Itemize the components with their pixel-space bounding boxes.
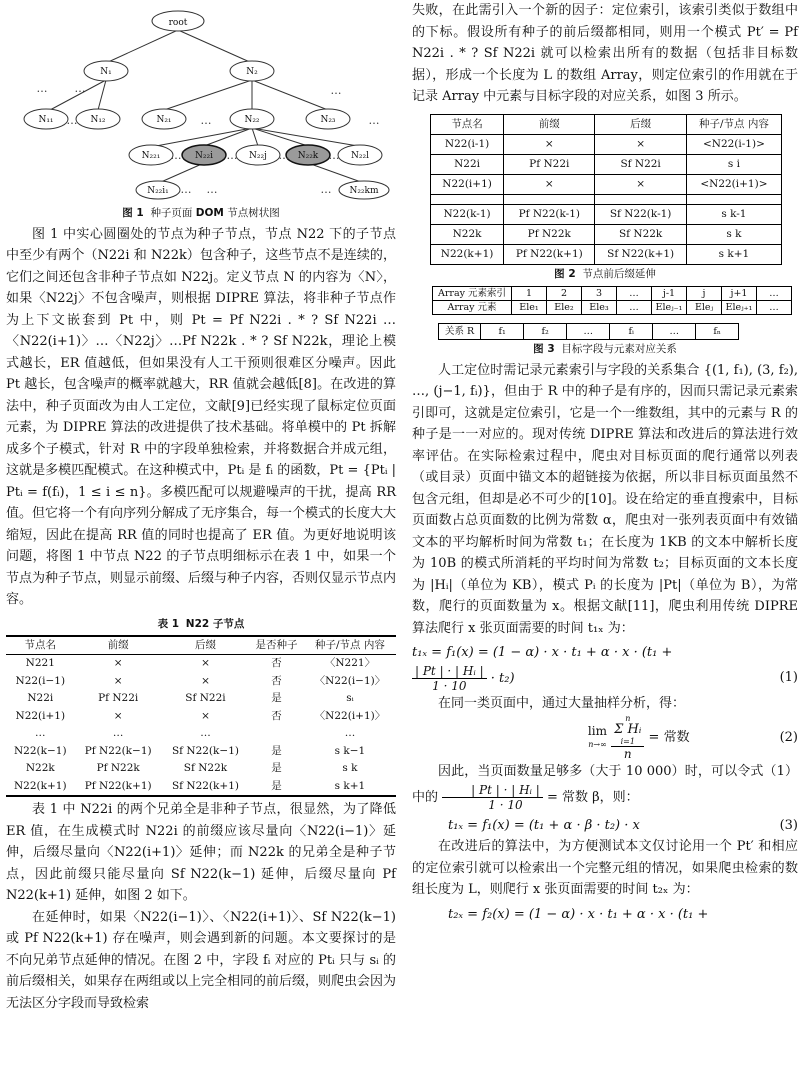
table-1-cell: 是 <box>271 762 282 774</box>
table-1-cell <box>249 725 304 743</box>
equation-2-sum: Σ Hᵢ <box>614 722 642 737</box>
array-value-cell: Eleⱼ₊₁ <box>722 300 757 314</box>
table-1-title: N22 子节点 <box>185 617 245 630</box>
figure-2-cell: N22(i-1) <box>431 134 504 154</box>
figure-3-number: 图 3 <box>533 342 555 355</box>
array-index-cell: 1 <box>512 286 547 300</box>
array-index-cell: … <box>757 286 792 300</box>
table-1-cell: sᵢ <box>346 692 354 704</box>
equation-1-number: (1) <box>779 670 798 686</box>
table-1-cell: … <box>344 727 356 739</box>
equation-2-sum-top: n <box>625 714 631 723</box>
relation-cell: fᵢ <box>610 323 653 339</box>
table-1-row <box>6 778 396 797</box>
array-value-cell: … <box>617 300 652 314</box>
figure-3 <box>432 286 798 340</box>
node-n12-label: N₁₂ <box>90 115 106 125</box>
svg-text:…: … <box>226 149 238 162</box>
relation-label: 关系 R <box>439 323 481 339</box>
table-1-cell: s k+1 <box>304 778 396 797</box>
array-index-cell: j+1 <box>722 286 757 300</box>
equation-2 <box>412 714 798 761</box>
figure-2-cell: Sf N22(k+1) <box>595 244 686 264</box>
table-1-cell: 是 <box>271 692 282 704</box>
node-n22i-label: N₂₂i <box>195 151 213 161</box>
figure-2-number: 图 2 <box>554 267 576 280</box>
figure-2-row <box>431 204 782 224</box>
svg-text:…: … <box>66 114 78 127</box>
right-paragraph-5: 在改进后的算法中，为方便测试本文仅讨论用一个 Pt′ 和相应的定位索引就可以检索出一个完整元组的情况，如果爬虫检索的数组长度为 L，则爬行 x 张页面需要的时间 t₂ₓ 为： <box>412 839 798 897</box>
figure-2-cell <box>595 194 686 204</box>
equation-1-denominator: 1 · 10 <box>432 678 467 693</box>
table-1-cell: Sf N22(k+1) <box>162 778 249 797</box>
figure-2-cell: × <box>595 174 686 194</box>
equation-3-number: (3) <box>779 817 798 833</box>
svg-text:…: … <box>330 84 342 97</box>
figure-2-row <box>431 194 782 204</box>
figure-2-cell: Pf N22i <box>504 154 595 174</box>
table-1-cell: s k <box>342 762 358 774</box>
equation-2-sum-bottom: i=1 <box>620 737 635 746</box>
array-index-cell: j <box>687 286 722 300</box>
equation-1 <box>412 642 798 664</box>
right-paragraph-4 <box>412 761 798 812</box>
equation-1-tail: · t₂) <box>490 670 515 686</box>
table-1-cell: Pf N22(k+1) <box>75 778 162 797</box>
figure-2-header: 节点名 <box>431 114 504 134</box>
figure-2-cell: N22(k-1) <box>431 204 504 224</box>
array-index-cell: 2 <box>547 286 582 300</box>
table-1-header: 是否种子 <box>249 636 304 655</box>
array-index-cell: j-1 <box>652 286 687 300</box>
figure-2-cell: s k+1 <box>686 244 781 264</box>
equation-2-lim: lim <box>587 723 607 738</box>
left-column <box>6 0 396 1014</box>
figure-2-row <box>431 174 782 194</box>
figure-2-cell: Sf N22i <box>595 154 686 174</box>
table-1-cell: s k−1 <box>334 744 366 757</box>
array-index-label: Array 元素索引 <box>433 286 512 300</box>
table-1-cell: 〈N22(i−1)〉 <box>314 674 386 687</box>
equation-1-line2 <box>412 664 798 693</box>
svg-text:…: … <box>368 114 380 127</box>
inline-fraction-denominator: 1 · 10 <box>488 797 523 812</box>
table-1-cell: 是 <box>271 744 282 757</box>
figure-2-cell: N22k <box>431 224 504 244</box>
relation-cell: fₙ <box>696 323 739 339</box>
figure-2-cell: Sf N22(k-1) <box>595 204 686 224</box>
relation-cell: f₂ <box>524 323 567 339</box>
relation-cell: … <box>653 323 696 339</box>
figure-2-row <box>431 224 782 244</box>
svg-text:…: … <box>320 183 332 196</box>
array-value-cell: Ele₁ <box>512 300 547 314</box>
figure-2-cell: N22(k+1) <box>431 244 504 264</box>
svg-text:…: … <box>180 183 192 196</box>
figure-2-cell: N22(i+1) <box>431 174 504 194</box>
relation-table <box>438 323 739 340</box>
table-1-cell: 否 <box>271 674 282 687</box>
dom-tree-figure <box>6 0 396 200</box>
figure-3-title: 目标字段与元素对应关系 <box>561 342 677 355</box>
equation-2-fraction <box>611 714 644 761</box>
equation-1-body: t₁ₓ = f₁(x) = (1 − α) · x · t₁ + α · x · (t₁ + <box>412 645 673 660</box>
figure-2-cell: <N22(i+1)> <box>686 174 781 194</box>
left-paragraph-2: 表 1 中 N22i 的两个兄弟全是非种子节点，很显然，为了降低 ER 值，在生成模式时 N22i 的前缀应该尽量向〈N22(i−1)〉延伸，后缀尽量向〈N22(i+1)〉延伸；而 N22k 的兄弟全是种子节点，因此前缀只能尽量向 Sf N22(k−1) 延伸，后缀尽量向 Pf N22(k+1) 延伸，如图 2 如下。 <box>6 802 396 903</box>
array-index-cell: … <box>617 286 652 300</box>
left-paragraph-1: 图 1 中实心圆圈处的节点为种子节点，节点 N22 下的子节点中至少有两个（N22i 和 N22k）包含种子，这些节点不是连续的，它们之间还包含非种子节点如 N22j。定义节点 N 的内容为〈N〉，如果〈N22j〉不包含噪声，则根据 DIPRE 算法，将非种子节点作为上下文嵌套到 Pt 中，则 Pt = Pf N22i . * ? Sf N22i …〈N22(i+1)〉…〈N22j〉…Pf N22k . * ? Sf N22k，理论上模式越长，ER 值越低，但如果没有人工干预则很难区分噪声。因此 Pt 越长，包含噪声的概率就越大，RR 值就会越低[8]。在改进的算法中，种子页面改为由人工定位，文献[9]已经实现了鼠标定位页面元素，为 DIPRE 算法的改进提供了技术基础。将单模中的 Pt 拆解成多个子模式，针对 R 中的字段单独检索，并将数据合并成元组，这就是多模匹配模式。在这种模式中，Ptᵢ 是 fᵢ 的函数，Pt = {Ptᵢ | Ptᵢ = f(fᵢ)，1 ≤ i ≤ n}。多模匹配可以规避噪声的干扰，提高 RR 值。但它将一个有向序列分解成了无序集合，每一个模式的长度大大缩短，因此在提高 RR 值的同时也提高了 ER 值。为更好地说明该问题，将图 1 中节点 N22 的子节点明细标示在表 1 中，如果一个节点为种子节点，则显示前缀、后缀与种子内容，否则仅显示节点内容。 <box>6 226 397 607</box>
figure-1-caption <box>6 206 396 221</box>
table-1-cell: 是 <box>249 778 304 797</box>
svg-text:…: … <box>206 183 218 196</box>
array-value-cell: … <box>757 300 792 314</box>
figure-2-row <box>431 134 782 154</box>
equation-3 <box>412 815 798 837</box>
table-1-row <box>6 673 396 691</box>
node-n23-label: N₂₃ <box>320 115 336 125</box>
equation-2-denominator: n <box>623 747 632 761</box>
figure-1-title: 种子页面 <box>150 206 193 219</box>
table-1-cell: Sf N22k <box>183 762 228 774</box>
table-1-row <box>6 690 396 708</box>
table-1-header: 种子/节点 内容 <box>304 636 396 655</box>
figure-2-cell: Pf N22(k+1) <box>504 244 595 264</box>
equation-4 <box>412 904 798 926</box>
equation-2-rhs: = 常数 <box>648 729 690 745</box>
right-paragraph-4-tail: = 常数 β，则： <box>546 789 639 805</box>
relation-cell: f₁ <box>481 323 524 339</box>
equation-2-lim-sub: n→∞ <box>588 739 607 749</box>
figure-2-cell: × <box>504 134 595 154</box>
table-1-cell: 否 <box>271 657 282 669</box>
node-n22l-label: N₂₂l <box>351 151 369 161</box>
table-1 <box>6 635 396 798</box>
figure-2-row <box>431 244 782 264</box>
table-1-header: 节点名 <box>6 636 75 655</box>
figure-2-caption <box>412 267 798 282</box>
right-paragraph-1: 失败，在此需引入一个新的因子：定位索引，该索引类似于数组中的下标。假设所有种子的前后缀都相同，则用一个模式 Pt′ = Pf N22i . * ? Sf N22i 就可以检索出所有的数据（包括非目标数据），形成一个长度为 L 的数组 Array，则定位索引的作用就在于记录 Array 中元素与目标字段的对应关系，如图 3 所示。 <box>412 3 798 104</box>
figure-2-row <box>431 154 782 174</box>
table-1-cell: Pf N22i <box>98 692 139 704</box>
node-root-label: root <box>168 18 188 28</box>
figure-1-number: 图 1 <box>122 206 144 219</box>
node-n22k-label: N₂₂k <box>297 151 319 161</box>
figure-1-dom: DOM <box>195 206 224 219</box>
figure-2-cell: <N22(i-1)> <box>686 134 781 154</box>
array-index-cell: 3 <box>582 286 617 300</box>
figure-2-header: 后缀 <box>595 114 686 134</box>
table-1-cell: N22k <box>25 762 55 774</box>
table-1-cell: × <box>201 709 210 722</box>
table-1-row <box>6 708 396 726</box>
node-n22i1-label: N₂₂i₁ <box>147 186 169 196</box>
left-paragraph-3: 在延伸时，如果〈N22(i−1)〉、〈N22(i+1)〉、Sf N22(k−1) 或 Pf N22(k+1) 存在噪声，则会遇到新的问题。本文要探讨的是不向兄弟节点延伸的情况。在图 2 中，字段 fᵢ 对应的 Ptᵢ 只与 sᵢ 的前后缀相关，如果存在两组或以上完全相同的前后缀，则爬虫会因为无法区分字段而导致检索 <box>6 909 397 1011</box>
svg-text:…: … <box>278 149 290 162</box>
figure-2-title: 节点前后缀延伸 <box>582 267 656 280</box>
svg-text:…: … <box>200 114 212 127</box>
array-value-cell: Eleⱼ <box>687 300 722 314</box>
table-1-cell: N22i <box>27 692 54 704</box>
table-1-cell: N22(k+1) <box>6 778 75 797</box>
figure-2-header: 种子/节点 内容 <box>686 114 781 134</box>
table-1-cell: 〈N221〉 <box>324 657 376 669</box>
figure-2-cell: s k-1 <box>686 204 781 224</box>
table-1-row <box>6 760 396 778</box>
table-1-header: 前缀 <box>75 636 162 655</box>
figure-2-cell <box>504 194 595 204</box>
array-table <box>432 286 792 315</box>
table-1-cell: N221 <box>25 657 55 669</box>
inline-fraction <box>442 783 543 812</box>
table-1-row <box>6 743 396 761</box>
equation-2-number: (2) <box>779 729 798 745</box>
array-value-label: Array 元素 <box>433 300 512 314</box>
table-1-cell: Sf N22i <box>185 692 226 704</box>
right-paragraph-3: 在同一类页面中，通过大量抽样分析，得： <box>438 695 686 711</box>
svg-text:…: … <box>74 82 86 95</box>
figure-2-cell: s i <box>686 154 781 174</box>
table-1-cell: 否 <box>271 709 282 722</box>
relation-cell: … <box>567 323 610 339</box>
table-1-cell: N22(i−1) <box>15 674 66 687</box>
table-1-cell: × <box>201 674 210 687</box>
equation-1-fraction <box>412 664 487 693</box>
node-n22km-label: N₂₂km <box>349 186 379 196</box>
table-1-cell: Sf N22(k−1) <box>171 744 239 757</box>
table-1-cell: … <box>112 727 124 739</box>
figure-2-cell: Pf N22k <box>504 224 595 244</box>
node-n21-label: N₂₁ <box>156 115 172 125</box>
equation-1-numerator: | Pt | · | Hᵢ | <box>412 664 487 679</box>
figure-2-cell: Sf N22k <box>595 224 686 244</box>
table-1-cell: N22(i+1) <box>15 709 66 722</box>
table-1-cell: … <box>200 727 211 739</box>
node-n1-label: N₁ <box>100 67 112 77</box>
equation-3-body: t₁ₓ = f₁(x) = (t₁ + α · β · t₂) · x <box>448 817 640 833</box>
inline-fraction-numerator: | Pt | · | Hᵢ | <box>442 783 543 798</box>
table-1-number: 表 1 <box>157 617 180 630</box>
node-n2-label: N₂ <box>246 67 258 77</box>
figure-2-cell <box>431 194 504 204</box>
array-value-cell: Ele₂ <box>547 300 582 314</box>
node-n22-label: N₂₂ <box>244 115 260 125</box>
svg-text:…: … <box>36 82 48 95</box>
figure-2-header: 前缀 <box>504 114 595 134</box>
svg-text:…: … <box>328 149 340 162</box>
table-1-row <box>6 655 396 673</box>
table-1-cell: Pf N22k <box>96 762 140 774</box>
right-paragraph-4-text: 因此，当页面数量足够多（大于 10 000）时，可以令式（1）中的 <box>412 764 798 805</box>
svg-text:…: … <box>170 149 182 162</box>
table-1-cell: × <box>113 657 123 669</box>
figure-2-cell: Pf N22(k-1) <box>504 204 595 224</box>
figure-1-title-tail: 节点树状图 <box>227 206 280 219</box>
array-value-cell: Ele₃ <box>582 300 617 314</box>
table-1-cell: Pf N22(k−1) <box>84 744 152 757</box>
right-paragraph-2: 人工定位时需记录元素索引与字段的关系集合 {(1, f₁), (3, f₂), …, (j−1, fᵢ)}，但由于 R 中的种子是有序的，因而只需记录元素索引即可，这就是定位索引，它是一个一维数组，其中的元素与 R 的种子是一一对应的。现对传统 DIPRE 算法和改进后的算法进行效率评估。在实际检索过程中，爬虫对目标页面的爬行通常以列表（或目录）页面中锚文本的超链接为依据，所以非目标页面虽然不包含元组，但却是必不可少的[10]。设在给定的垂直搜索中，目标页面数占总页面数的比例为常数 α，爬虫对一张列表页面中有效锚文本的平均解析时间为常数 t₁；在长度为 1KB 的文本中解析长度为 10B 的模式所消耗的平均时间为常数 t₂；目标页面的文本长度为 |Hᵢ|（单位为 KB），模式 Pᵢ 的长度为 |Pt|（单位为 B），为常数，爬行的页面数量为 x。根据文献[11]，爬虫利用传统 DIPRE 算法爬行 x 张页面需要的时间 t₁ₓ 为： <box>412 362 798 636</box>
node-n22j-label: N₂₂j <box>249 151 267 161</box>
table-1-cell: N22(k−1) <box>13 744 67 757</box>
table-1-caption <box>6 617 396 632</box>
table-1-cell: 〈N22(i+1)〉 <box>314 709 386 722</box>
figure-2-cell: × <box>504 174 595 194</box>
node-n221-label: N₂₂₁ <box>141 151 161 161</box>
figure-2-cell: s k <box>686 224 781 244</box>
figure-3-caption <box>412 342 798 357</box>
figure-2-cell: N22i <box>431 154 504 174</box>
node-n11-label: N₁₁ <box>38 115 54 125</box>
figure-2-cell: × <box>595 134 686 154</box>
figure-2-table <box>430 114 782 265</box>
table-1-cell: × <box>113 709 123 722</box>
table-1-cell: × <box>201 657 210 669</box>
right-column <box>412 0 798 925</box>
equation-4-body: t₂ₓ = f₂(x) = (1 − α) · x · t₁ + α · x · (t₁ + <box>448 906 709 922</box>
figure-2-cell <box>686 194 781 204</box>
array-value-cell: Eleⱼ₋₁ <box>652 300 687 314</box>
table-1-cell: … <box>35 727 46 739</box>
table-1-row <box>6 725 396 743</box>
table-1-cell: × <box>113 674 123 687</box>
table-1-header: 后缀 <box>162 636 249 655</box>
